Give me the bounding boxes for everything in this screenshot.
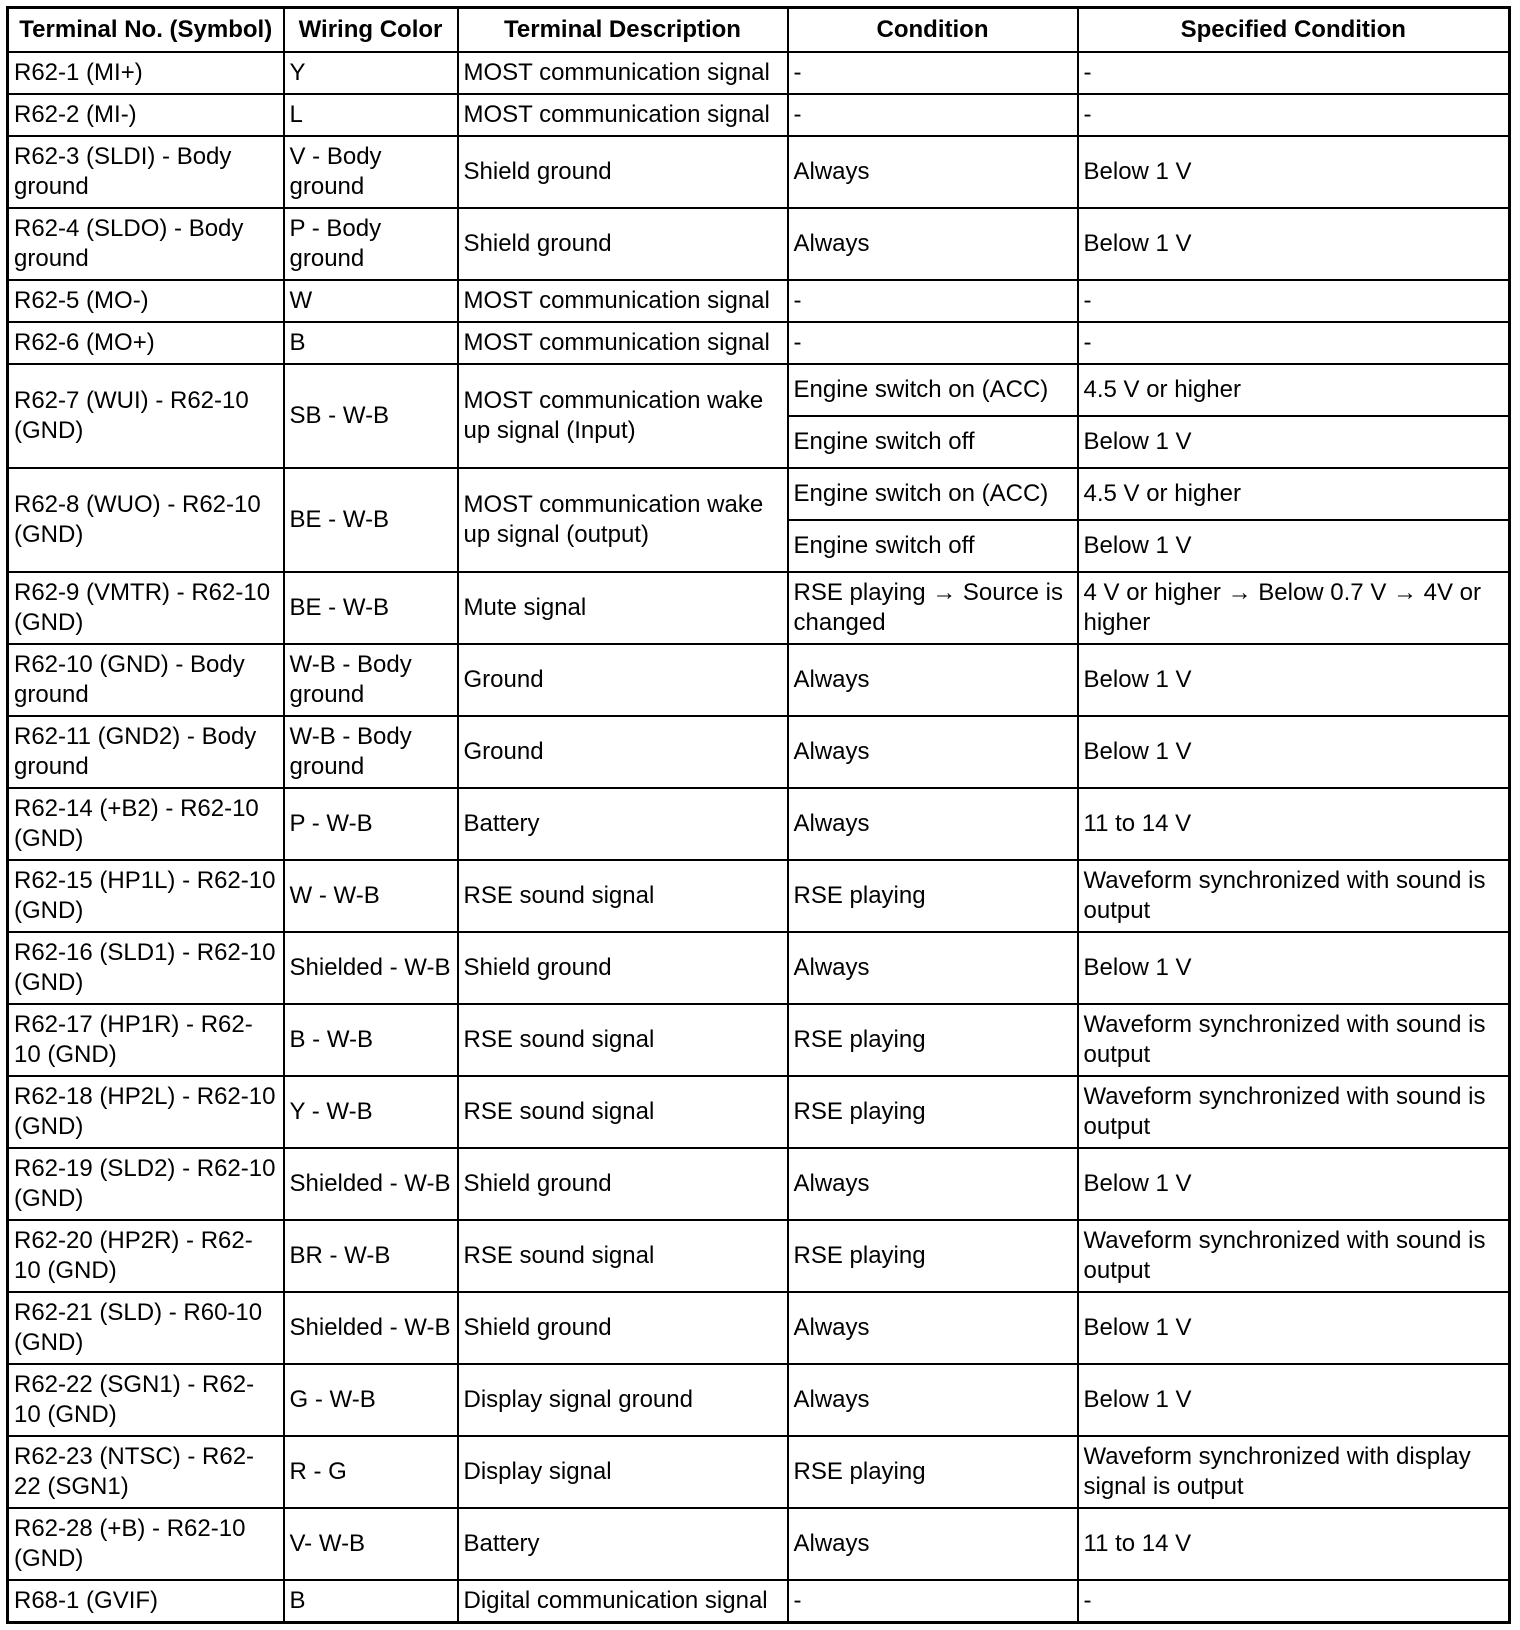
table-row xyxy=(8,468,1510,520)
description-cell: Display signal xyxy=(458,1436,788,1508)
condition-cell: RSE playing xyxy=(788,860,1078,932)
table-row xyxy=(8,644,1510,716)
wiring-color-cell: Shielded - W-B xyxy=(284,1292,458,1364)
terminal-cell: R62-5 (MO-) xyxy=(8,280,284,322)
description-cell: Digital communication signal xyxy=(458,1580,788,1623)
condition-cell: RSE playing xyxy=(788,1220,1078,1292)
condition-cell: Engine switch on (ACC) xyxy=(788,364,1078,416)
description-cell: Battery xyxy=(458,788,788,860)
terminal-cell: R62-14 (+B2) - R62-10 (GND) xyxy=(8,788,284,860)
table-row xyxy=(8,1292,1510,1364)
table-row xyxy=(8,52,1510,94)
wiring-color-cell: B - W-B xyxy=(284,1004,458,1076)
terminal-cell: R62-17 (HP1R) - R62-10 (GND) xyxy=(8,1004,284,1076)
table-row xyxy=(8,716,1510,788)
specified-condition-cell: Waveform synchronized with sound is output xyxy=(1078,860,1510,932)
wiring-color-cell: R - G xyxy=(284,1436,458,1508)
table-row xyxy=(8,1580,1510,1623)
condition-cell: Always xyxy=(788,136,1078,208)
table-row xyxy=(8,1436,1510,1508)
description-cell: Shield ground xyxy=(458,1148,788,1220)
terminal-cell: R62-9 (VMTR) - R62-10 (GND) xyxy=(8,572,284,644)
table-row xyxy=(8,364,1510,416)
specified-condition-cell: Below 1 V xyxy=(1078,1364,1510,1436)
table-row xyxy=(8,136,1510,208)
condition-cell: - xyxy=(788,52,1078,94)
wiring-color-cell: V- W-B xyxy=(284,1508,458,1580)
specified-condition-cell: Waveform synchronized with display signal is output xyxy=(1078,1436,1510,1508)
specified-condition-cell: Below 1 V xyxy=(1078,932,1510,1004)
table-row xyxy=(8,322,1510,364)
wiring-color-cell: W-B - Body ground xyxy=(284,644,458,716)
terminal-cell: R62-23 (NTSC) - R62-22 (SGN1) xyxy=(8,1436,284,1508)
description-cell: Shield ground xyxy=(458,1292,788,1364)
terminal-cell: R62-21 (SLD) - R60-10 (GND) xyxy=(8,1292,284,1364)
wiring-color-cell: BR - W-B xyxy=(284,1220,458,1292)
condition-cell: - xyxy=(788,322,1078,364)
description-cell: RSE sound signal xyxy=(458,1004,788,1076)
description-cell: MOST communication signal xyxy=(458,280,788,322)
table-row xyxy=(8,1004,1510,1076)
condition-cell: RSE playing → Source is changed xyxy=(788,572,1078,644)
description-cell: Display signal ground xyxy=(458,1364,788,1436)
specified-condition-cell: - xyxy=(1078,1580,1510,1623)
table-body xyxy=(8,52,1510,1623)
wiring-color-cell: L xyxy=(284,94,458,136)
specified-condition-cell: Below 1 V xyxy=(1078,416,1510,468)
condition-cell: RSE playing xyxy=(788,1076,1078,1148)
specified-condition-cell: 4.5 V or higher xyxy=(1078,364,1510,416)
terminal-table xyxy=(6,6,1511,1624)
condition-cell: Always xyxy=(788,716,1078,788)
specified-condition-cell: 4.5 V or higher xyxy=(1078,468,1510,520)
header-condition: Condition xyxy=(788,8,1078,53)
specified-condition-cell: Waveform synchronized with sound is output xyxy=(1078,1004,1510,1076)
wiring-color-cell: Shielded - W-B xyxy=(284,932,458,1004)
specified-condition-cell: Below 1 V xyxy=(1078,208,1510,280)
table-row xyxy=(8,1076,1510,1148)
specified-condition-cell: 11 to 14 V xyxy=(1078,1508,1510,1580)
wiring-color-cell: SB - W-B xyxy=(284,364,458,468)
table-row xyxy=(8,932,1510,1004)
specified-condition-cell: Below 1 V xyxy=(1078,716,1510,788)
condition-cell: Engine switch off xyxy=(788,416,1078,468)
specified-condition-cell: Below 1 V xyxy=(1078,520,1510,572)
terminal-cell: R62-10 (GND) - Body ground xyxy=(8,644,284,716)
description-cell: Shield ground xyxy=(458,208,788,280)
condition-cell: Always xyxy=(788,1148,1078,1220)
specified-condition-cell: - xyxy=(1078,52,1510,94)
wiring-color-cell: Y xyxy=(284,52,458,94)
terminal-cell: R62-11 (GND2) - Body ground xyxy=(8,716,284,788)
description-cell: MOST communication signal xyxy=(458,322,788,364)
condition-cell: Always xyxy=(788,1508,1078,1580)
specified-condition-cell: Waveform synchronized with sound is output xyxy=(1078,1220,1510,1292)
wiring-color-cell: B xyxy=(284,1580,458,1623)
terminal-cell: R62-28 (+B) - R62-10 (GND) xyxy=(8,1508,284,1580)
table-row xyxy=(8,208,1510,280)
condition-cell: Always xyxy=(788,788,1078,860)
description-cell: MOST communication wake up signal (output) xyxy=(458,468,788,572)
specified-condition-cell: - xyxy=(1078,322,1510,364)
wiring-color-cell: BE - W-B xyxy=(284,468,458,572)
condition-cell: RSE playing xyxy=(788,1004,1078,1076)
wiring-color-cell: G - W-B xyxy=(284,1364,458,1436)
wiring-color-cell: B xyxy=(284,322,458,364)
table-row xyxy=(8,1148,1510,1220)
description-cell: MOST communication wake up signal (Input) xyxy=(458,364,788,468)
terminal-cell: R62-16 (SLD1) - R62-10 (GND) xyxy=(8,932,284,1004)
table-row xyxy=(8,572,1510,644)
condition-cell: - xyxy=(788,280,1078,322)
terminal-cell: R62-6 (MO+) xyxy=(8,322,284,364)
condition-cell: Always xyxy=(788,1292,1078,1364)
table-row xyxy=(8,1364,1510,1436)
terminal-cell: R62-22 (SGN1) - R62-10 (GND) xyxy=(8,1364,284,1436)
description-cell: RSE sound signal xyxy=(458,1076,788,1148)
condition-cell: Always xyxy=(788,1364,1078,1436)
table-row xyxy=(8,280,1510,322)
description-cell: Ground xyxy=(458,644,788,716)
specified-condition-cell: Waveform synchronized with sound is output xyxy=(1078,1076,1510,1148)
table-row xyxy=(8,1220,1510,1292)
terminal-cell: R62-15 (HP1L) - R62-10 (GND) xyxy=(8,860,284,932)
description-cell: MOST communication signal xyxy=(458,94,788,136)
wiring-color-cell: Y - W-B xyxy=(284,1076,458,1148)
wiring-color-cell: W xyxy=(284,280,458,322)
description-cell: Shield ground xyxy=(458,932,788,1004)
header-terminal-description: Terminal Description xyxy=(458,8,788,53)
condition-cell: Engine switch on (ACC) xyxy=(788,468,1078,520)
description-cell: Ground xyxy=(458,716,788,788)
terminal-cell: R68-1 (GVIF) xyxy=(8,1580,284,1623)
terminal-cell: R62-1 (MI+) xyxy=(8,52,284,94)
terminal-cell: R62-8 (WUO) - R62-10 (GND) xyxy=(8,468,284,572)
wiring-color-cell: P - Body ground xyxy=(284,208,458,280)
table-row xyxy=(8,860,1510,932)
specified-condition-cell: Below 1 V xyxy=(1078,1148,1510,1220)
wiring-color-cell: Shielded - W-B xyxy=(284,1148,458,1220)
description-cell: Mute signal xyxy=(458,572,788,644)
specified-condition-cell: Below 1 V xyxy=(1078,644,1510,716)
condition-cell: - xyxy=(788,94,1078,136)
description-cell: RSE sound signal xyxy=(458,860,788,932)
wiring-color-cell: W-B - Body ground xyxy=(284,716,458,788)
description-cell: MOST communication signal xyxy=(458,52,788,94)
specified-condition-cell: 4 V or higher → Below 0.7 V → 4V or higher xyxy=(1078,572,1510,644)
terminal-table-container xyxy=(6,6,1508,1624)
condition-cell: Always xyxy=(788,932,1078,1004)
specified-condition-cell: 11 to 14 V xyxy=(1078,788,1510,860)
description-cell: Battery xyxy=(458,1508,788,1580)
terminal-cell: R62-18 (HP2L) - R62-10 (GND) xyxy=(8,1076,284,1148)
description-cell: RSE sound signal xyxy=(458,1220,788,1292)
description-cell: Shield ground xyxy=(458,136,788,208)
condition-cell: Always xyxy=(788,208,1078,280)
terminal-cell: R62-19 (SLD2) - R62-10 (GND) xyxy=(8,1148,284,1220)
terminal-cell: R62-3 (SLDI) - Body ground xyxy=(8,136,284,208)
wiring-color-cell: V - Body ground xyxy=(284,136,458,208)
specified-condition-cell: - xyxy=(1078,94,1510,136)
wiring-color-cell: BE - W-B xyxy=(284,572,458,644)
condition-cell: RSE playing xyxy=(788,1436,1078,1508)
table-row xyxy=(8,94,1510,136)
terminal-cell: R62-20 (HP2R) - R62-10 (GND) xyxy=(8,1220,284,1292)
specified-condition-cell: Below 1 V xyxy=(1078,136,1510,208)
terminal-cell: R62-7 (WUI) - R62-10 (GND) xyxy=(8,364,284,468)
specified-condition-cell: Below 1 V xyxy=(1078,1292,1510,1364)
table-row xyxy=(8,1508,1510,1580)
header-terminal: Terminal No. (Symbol) xyxy=(8,8,284,53)
header-specified-condition: Specified Condition xyxy=(1078,8,1510,53)
condition-cell: - xyxy=(788,1580,1078,1623)
header-wiring-color: Wiring Color xyxy=(284,8,458,53)
specified-condition-cell: - xyxy=(1078,280,1510,322)
terminal-cell: R62-2 (MI-) xyxy=(8,94,284,136)
condition-cell: Always xyxy=(788,644,1078,716)
table-row xyxy=(8,788,1510,860)
header-row xyxy=(8,8,1510,53)
wiring-color-cell: W - W-B xyxy=(284,860,458,932)
wiring-color-cell: P - W-B xyxy=(284,788,458,860)
terminal-cell: R62-4 (SLDO) - Body ground xyxy=(8,208,284,280)
condition-cell: Engine switch off xyxy=(788,520,1078,572)
